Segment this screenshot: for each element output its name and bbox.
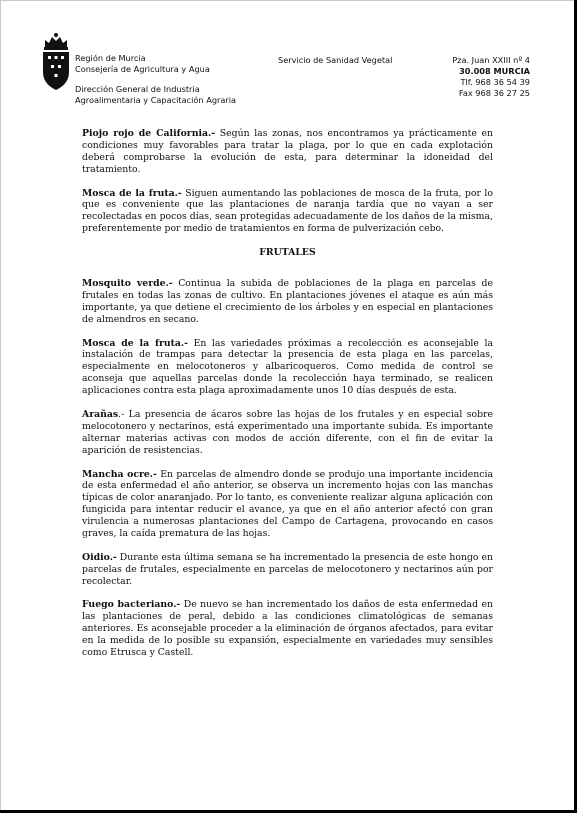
- paragraph-text: Durante esta última semana se ha incrementado la presencia de este hongo en parcelas de frutales, especialmente en parcelas de melocotonero y nectarinos aún por recolectar.: [82, 551, 493, 587]
- org-line-3: Dirección General de Industria: [75, 84, 200, 94]
- paragraph-text: De nuevo se han incrementado los daños de esta enfermedad en las plantaciones de peral, debido a las condiciones climatológicas de semanas anteriores. Es aconsejable proceder a la eliminación de órganos afectados, para evitar en la medida de lo posible su expansión, especialmente en variedades muy sensibles como Etrusca y Castell.: [82, 599, 493, 659]
- paragraph-aranas: [82, 409, 493, 457]
- paragraph-title: Mancha ocre.-: [82, 468, 157, 480]
- paragraph-title: Fuego bacteriano.-: [82, 599, 181, 611]
- header-address: Pza. Juan XXIII nº 4: [452, 55, 530, 65]
- paragraph-mosquito-verde: [82, 278, 493, 326]
- document-body: [82, 128, 493, 671]
- page-edge-top: [0, 0, 577, 1]
- header-phone: Tlf. 968 36 54 39: [460, 77, 530, 87]
- paragraph-title: Arañas: [82, 408, 119, 420]
- org-line-1: Región de Murcia: [75, 53, 146, 63]
- section-heading-frutales: FRUTALES: [259, 247, 316, 259]
- paragraph-text: En las variedades próximas a recolección es aconsejable la instalación de trampas para detectar la presencia de esta plaga en las parcelas, especialmente en melocotoneros y albaricoqueros. Como medida de control se aconseja que aquellas parcelas donde la recolección haya terminado, se realicen aplicaciones contra esta plaga aproximadamente unos 10 días después de esta.: [82, 337, 493, 397]
- paragraph-title: Mosca de la fruta.-: [82, 337, 189, 349]
- paragraph-title: Mosca de la fruta.-: [82, 187, 182, 199]
- paragraph-mancha-ocre: [82, 469, 493, 540]
- org-line-4: Agroalimentaria y Capacitación Agraria: [75, 95, 237, 105]
- header-service: Servicio de Sanidad Vegetal: [278, 55, 393, 65]
- paragraph-text: Siguen aumentando las poblaciones de mosca de la fruta, por lo que es conveniente que las plantaciones de naranja tardía que no vayan a ser recolectadas en pocos días, sean protegidas adecuadamente de los daños de la misma, preferentemente por medio de tratamientos en forma de pulverización cebo.: [82, 187, 493, 235]
- paragraph-text: .- La presencia de ácaros sobre las hojas de los frutales y en especial sobre melocotonero y nectarinos, está experimentado una importante subida. Es importante alternar materias activas con modos de acción diferente, con el fin de evitar la aparición de resistencias.: [82, 408, 493, 456]
- paragraph-text: En parcelas de almendro donde se produjo una importante incidencia de esta enfermedad el año anterior, se observa un incremento hojas con las manchas típicas de color anaranjado. Por lo tanto, es conveniente realizar alguna aplicación con fungicida para intentar reducir el avance, ya que en el año anterior afectó con gran virulencia a numerosas plantaciones del Campo de Cartagena, provocando en casos graves, la caída prematura de las hojas.: [82, 468, 493, 540]
- paragraph-text: Según las zonas, nos encontramos ya prácticamente en condiciones muy favorables para tratar la plaga, por lo que en cada explotación deberá comprobarse la evolución de esta, para determinar la idoneidad del tratamiento.: [82, 128, 494, 175]
- paragraph-title: Piojo rojo de California.-: [82, 128, 216, 139]
- header-contact: [452, 55, 530, 99]
- paragraph-text: Continua la subida de poblaciones de la plaga en parcelas de frutales en todas las zonas de cultivo. En plantaciones jóvenes el ataque es aún más importante, ya que detiene el crecimiento de los árboles y en especial en plantaciones de almendros en secano.: [82, 278, 493, 325]
- coat-of-arms-crest-icon: [40, 32, 72, 92]
- page-edge-left: [0, 0, 1, 813]
- paragraph-piojo-rojo: [82, 128, 493, 176]
- header-city: 30.008 MURCIA: [459, 66, 530, 76]
- header-fax: Fax 968 36 27 25: [458, 88, 530, 98]
- paragraph-mosca-frutales: [82, 338, 493, 398]
- paragraph-fuego-bacteriano: [82, 599, 493, 659]
- header-organization: [75, 53, 236, 106]
- paragraph-oidio: [82, 552, 493, 588]
- paragraph-mosca-citricos: [82, 188, 493, 236]
- paragraph-title: Mosquito verde.-: [82, 278, 173, 290]
- org-line-2: Consejería de Agricultura y Agua: [75, 64, 210, 74]
- paragraph-title: Oidio.-: [82, 551, 117, 563]
